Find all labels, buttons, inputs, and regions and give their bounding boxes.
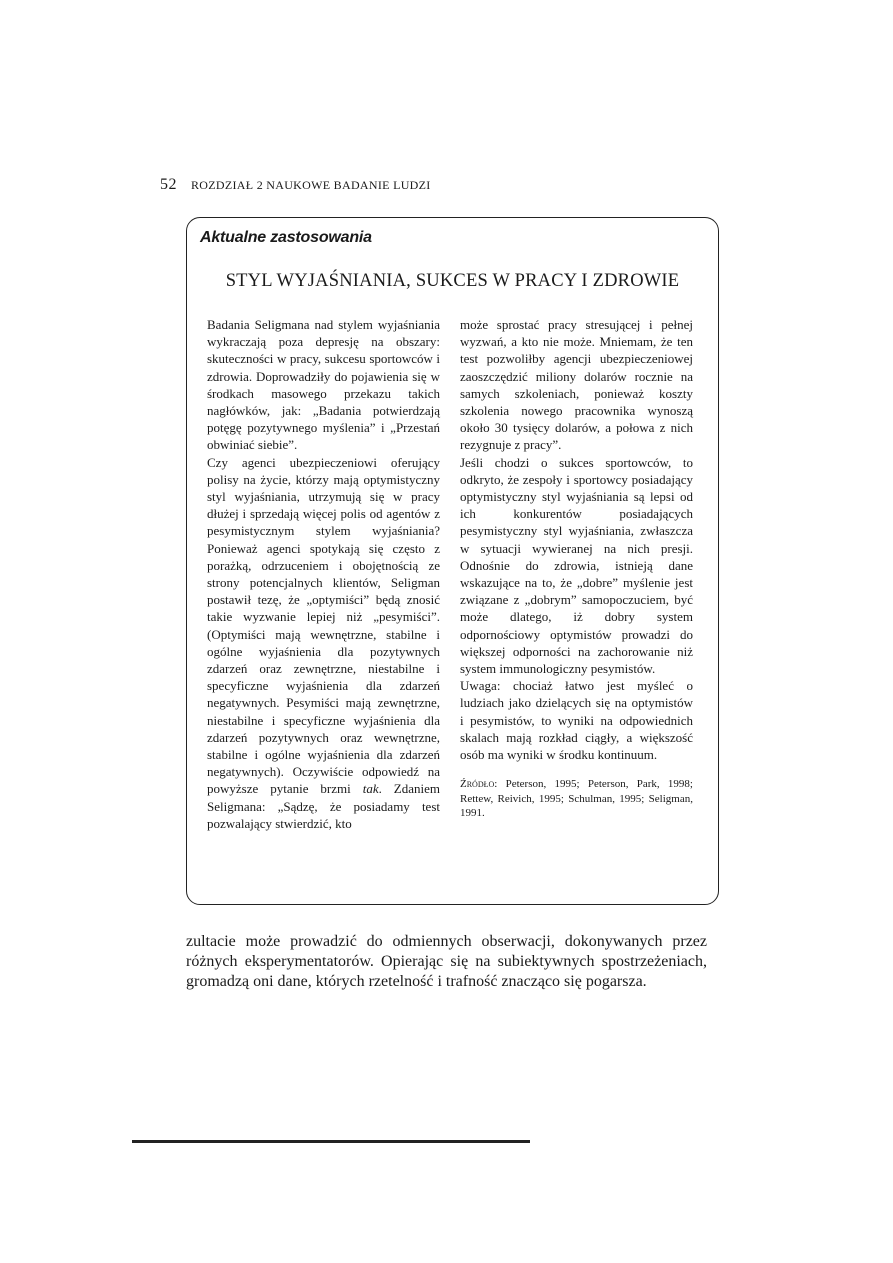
- box-label: Aktualne zastosowania: [200, 229, 372, 246]
- box-right-column: [460, 316, 693, 821]
- box-left-column: [207, 316, 440, 832]
- emphasis-text: tak: [362, 781, 379, 797]
- running-head: [160, 176, 431, 194]
- box-title: STYL WYJAŚNIANIA, SUKCES W PRACY I ZDROWIE: [225, 271, 680, 291]
- box-paragraph-text: Czy agenci ubezpieczeniowi oferujący polisy na życie, którzy mają optymistyczny styl wyjaśniania, utrzymują się w pracy dłużej i sprzedają więcej polis od agentów z pesymistycznym stylem wyjaśniania? Ponieważ agenci spotykają się często z porażką, odrzuceniem i obojętnością ze strony potencjalnych klientów, Seligman postawił tezę, że „optymiści” będą znosić takie wyzwanie lepiej niż „pesymiści”. (Optymiści mają wewnętrzne, stabilne i ogólne wyjaśnienia dla pozytywnych zdarzeń oraz zewnętrzne, niestabilne i specyficzne wyjaśnienia dla zdarzeń negatywnych. Pesymiści mają zewnętrzne, niestabilne i specyficzne wyjaśnienia dla zdarzeń pozytywnych oraz wewnętrzne, stabilne i ogólne wyjaśnienia dla zdarzeń negatywnych). Oczywiście odpowiedź na powyższe pytanie brzmi: [207, 454, 440, 797]
- box-paragraph: [207, 454, 440, 832]
- source-text: Peterson, 1995; Peterson, Park, 1998; Rettew, Reivich, 1995; Schulman, 1995; Seligman, 1991.: [460, 778, 693, 820]
- box-paragraph-tail: . Zdaniem Seligmana: „Sądzę, że posiadamy test pozwalający stwierdzić, kto: [207, 781, 440, 831]
- box-paragraph: Uwaga: chociaż łatwo jest myśleć o ludziach jako dzielących się na optymistów i pesymistów, to wyniki na odpowiednich skalach mają rozkład ciągły, a większość osób ma wyniki w środku kontinuum.: [460, 678, 693, 763]
- source-label: Źródło:: [460, 778, 498, 791]
- box-paragraph: Jeśli chodzi o sukces sportowców, to odkryto, że zespoły i sportowcy posiadający optymistyczny styl wyjaśniania są lepsi od ich konkurentów posiadających pesymistyczny styl wyjaśniania, zwłaszcza w sytuacji wywieranej na nich presji. Odnośnie do zdrowia, istnieją dane wskazujące na to, że „dobre” myślenie jest związane z „dobrym” samopoczuciem, być może dlatego, iż dobry system odpornościowy optymistów prowadzi do większej odporności na zachorowanie niż system immunologiczny pesymistów.: [460, 454, 693, 677]
- running-title: ROZDZIAŁ 2 NAUKOWE BADANIE LUDZI: [191, 178, 431, 192]
- box-paragraph: może sprostać pracy stresującej i pełnej wyzwań, a kto nie może. Mniemam, że ten test pozwoliłby agencji ubezpieczeniowej zaoszczędzić miliony dolarów rocznie na samych szkoleniach, ponieważ koszty szkolenia nowego pracownika wynoszą około 30 tysięcy dolarów, a połowa z nich rezygnuje z pracy”.: [460, 317, 693, 453]
- source-note: [460, 777, 693, 821]
- page-number: 52: [160, 176, 177, 193]
- body-paragraph: zultacie może prowadzić do odmiennych obserwacji, dokonywanych przez różnych eksperymentatorów. Opierając się na subiektywnych spostrzeżeniach, gromadzą oni dane, których rzetelność i trafność znacząco się pogarsza.: [186, 933, 707, 990]
- box-paragraph: Badania Seligmana nad stylem wyjaśniania wykraczają poza depresję na obszary: skuteczności w pracy, sukcesu sportowców i zdrowia. Doprowadziły do pojawienia się w środkach masowego przekazu takich nagłówków, jak: „Badania potwierdzają potęgę pozytywnego myślenia” i „Przestań obwiniać siebie”.: [207, 317, 440, 453]
- footer-rule: [132, 1140, 530, 1143]
